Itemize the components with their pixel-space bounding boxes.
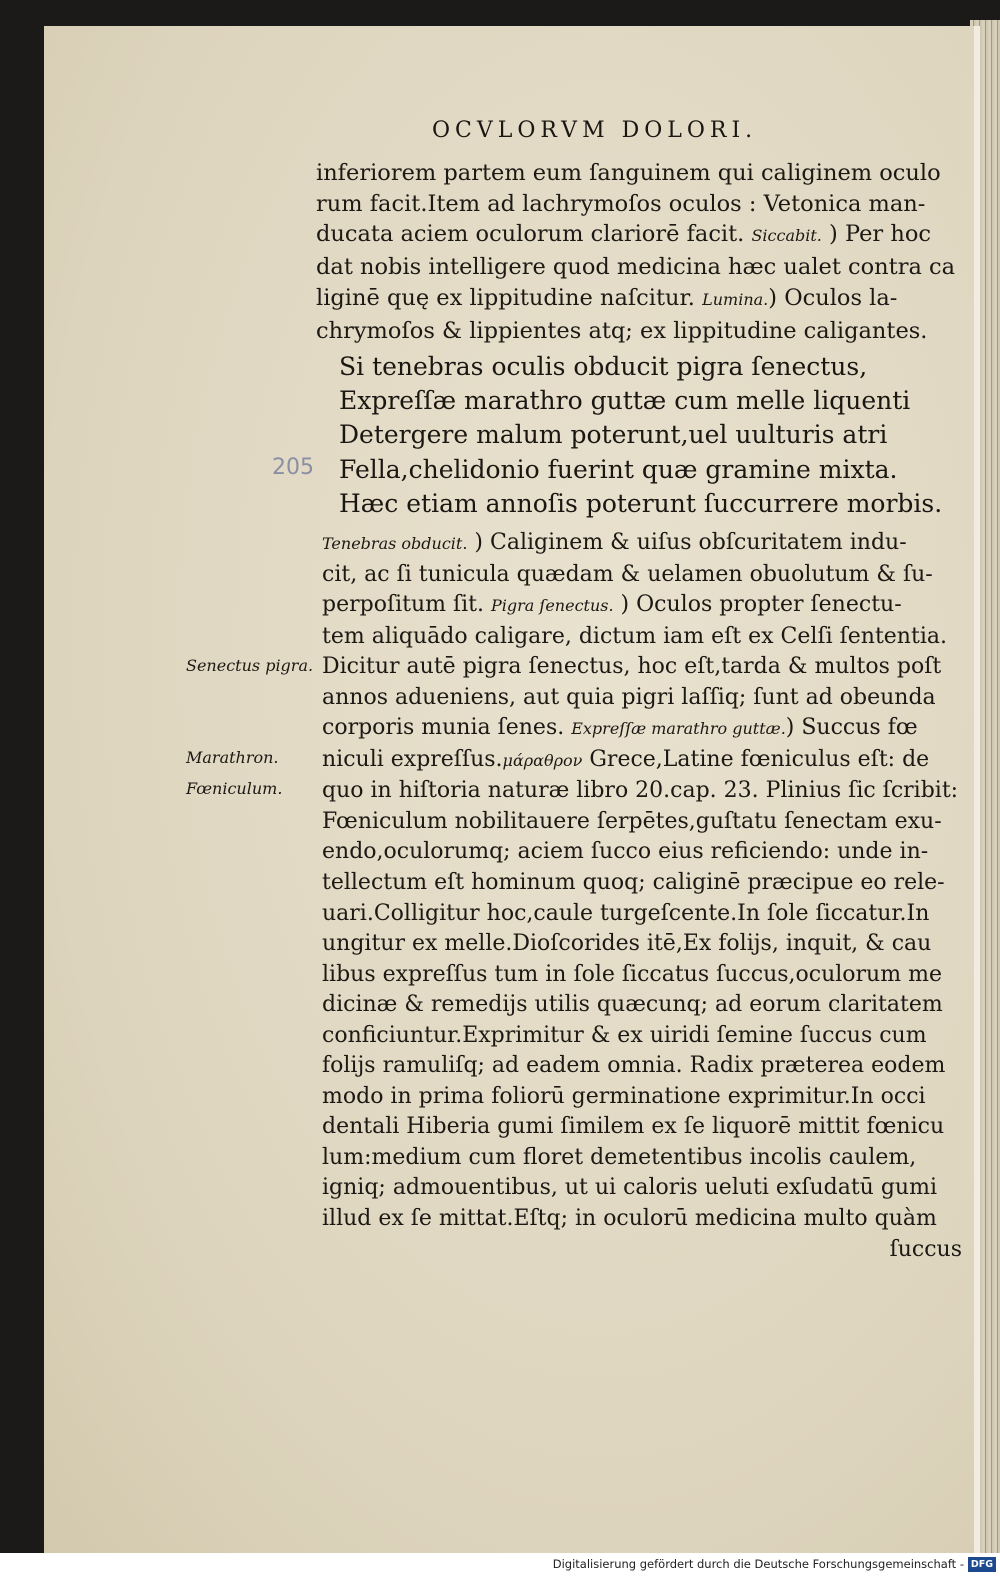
marginal-note-foeniculum: Fœniculum. <box>186 779 283 798</box>
line-text: ) Succus fœ <box>785 715 918 741</box>
lemma: Siccabit. <box>751 226 822 246</box>
line-text: cit, ac ſi tunicula quædam & uelamen obuolutum & ſu- <box>322 561 933 587</box>
greek-word: μάραθρον <box>502 750 583 770</box>
lemma: Pigra ſenectus. <box>491 596 614 616</box>
text-line <box>322 1021 962 1052</box>
line-text: quo in hiſtoria naturæ libro 20.cap. 23. Plinius ſic ſcribit: <box>322 778 959 804</box>
line-text: ducata aciem oculorum clariorē facit. <box>316 221 752 248</box>
line-text: corporis munia ſenes. <box>322 715 572 741</box>
text-line <box>316 283 960 316</box>
line-text: annos adueniens, aut quia pigri laſſiq; ſunt ad obeunda <box>322 684 936 710</box>
line-text: chrymoſos & lippientes atq; ex lippitudine caligantes. <box>316 317 928 344</box>
text-line <box>322 929 962 960</box>
text-line <box>322 899 962 930</box>
text-line <box>322 868 962 899</box>
text-line <box>322 776 962 807</box>
line-text: lum:medium cum floret demetentibus incolis caulem, <box>322 1144 917 1170</box>
line-text: tem aliquādo caligare, dictum iam eſt ex Celſi ſententia. <box>322 623 947 649</box>
line-text: Dicitur autē pigra ſenectus, hoc eſt,tarda & multos poſt <box>322 654 942 680</box>
line-text: endo,oculorumq; aciem ſucco eius reficiendo: unde in- <box>322 839 929 865</box>
line-text: libus expreſſus tum in ſole ſiccatus ſuccus,oculorum me <box>322 961 942 987</box>
marginal-note-marathron: Marathron. <box>186 748 279 767</box>
prose-block-top <box>316 158 960 346</box>
line-text: perpoſitum ſit. <box>322 592 491 618</box>
line-text: illud ex ſe mittat.Eſtq; in oculorū medicina multo quàm <box>322 1206 937 1232</box>
line-text: rum facit.Item ad lachrymoſos oculos : Vetonica man- <box>316 190 926 217</box>
line-text: ) Per hoc <box>821 221 931 248</box>
text-line <box>316 219 960 252</box>
catchword: ſuccus <box>889 1236 962 1262</box>
marginal-note-senectus: Senectus pigra. <box>186 656 314 675</box>
line-text: igniq; admouentibus, ut ui caloris ueluti exſudatū gumi <box>322 1175 937 1201</box>
line-text: dat nobis intelligere quod medicina hæc ualet contra ca <box>316 254 956 281</box>
footer-bar <box>0 1553 1000 1577</box>
line-text: Grece,Latine fœniculus eſt: de <box>582 746 930 772</box>
text-line <box>316 158 960 189</box>
footer-credit: Digitalisierung gefördert durch die Deutsche Forschungsgemeinschaft - <box>552 1557 964 1571</box>
line-text: modo in prima foliorū germinatione exprimitur.In occi <box>322 1083 926 1109</box>
text-line <box>316 252 960 283</box>
text-line <box>322 990 962 1021</box>
commentary-block <box>322 528 962 1265</box>
verse-line: Detergere malum poterunt,uel uulturis atri <box>339 420 888 450</box>
text-line <box>322 1082 962 1113</box>
text-line <box>316 316 960 347</box>
line-text: ungitur ex melle.Dioſcorides itē,Ex folijs, inquit, & cau <box>322 931 932 957</box>
text-line <box>322 807 962 838</box>
text-line <box>322 960 962 991</box>
text-line <box>322 1173 962 1204</box>
text-line <box>322 683 962 714</box>
text-line <box>322 1204 962 1235</box>
line-text: Fœniculum nobilitauere ſerpētes,guſtatu ſenectam exu- <box>322 808 942 834</box>
line-text: conficiuntur.Exprimitur & ex uiridi ſemine ſuccus cum <box>322 1022 927 1048</box>
text-line <box>322 1143 962 1174</box>
text-line <box>322 745 962 777</box>
lemma: Expreſſæ marathro guttæ. <box>571 719 786 739</box>
verse-line: Expreſſæ marathro guttæ cum melle liquenti <box>339 386 911 416</box>
line-text: tellectum eſt hominum quoq; caliginē præcipue eo rele- <box>322 870 945 896</box>
line-text: ) Oculos propter ſenectu- <box>613 592 902 618</box>
line-text: niculi expreſſus. <box>322 746 503 772</box>
line-text: dentali Hiberia gumi ſimilem ex ſe liquorē mittit fœnicu <box>322 1114 945 1140</box>
text-line <box>322 528 962 560</box>
verse-number: 205 <box>272 455 314 480</box>
text-line <box>322 837 962 868</box>
text-line <box>322 652 962 683</box>
line-text: folijs ramuliſq; ad eadem omnia. Radix præterea eodem <box>322 1053 946 1079</box>
verse-block <box>339 350 943 521</box>
lemma: Lumina. <box>702 289 769 309</box>
text-line <box>322 713 962 745</box>
line-text: dicinæ & remedijs utilis quæcunq; ad eorum claritatem <box>322 992 943 1018</box>
line-text: uari.Colligitur hoc,caule turgeſcente.In ſole ſiccatur.In <box>322 900 930 926</box>
text-line <box>316 189 960 220</box>
verse-line: Hæc etiam annoſis poterunt ſuccurrere morbis. <box>339 488 943 518</box>
text-line <box>322 590 962 622</box>
dfg-logo-icon: DFG <box>968 1557 996 1572</box>
line-text: ) Oculos la- <box>768 284 898 311</box>
running-head: OCVLORVM DOLORI. <box>432 118 758 143</box>
verse-line: Fella,chelidonio fuerint quæ gramine mixta. <box>339 454 898 484</box>
line-text: inferiorem partem eum ſanguinem qui caliginem oculo <box>316 160 941 186</box>
verse-line: Si tenebras oculis obducit pigra ſenectus, <box>339 352 868 381</box>
text-line <box>322 560 962 591</box>
text-line <box>322 1112 962 1143</box>
line-text: liginē quę ex lippitudine naſcitur. <box>316 284 703 311</box>
text-line <box>322 1051 962 1082</box>
text-line <box>322 622 962 653</box>
lemma: Tenebras obducit. <box>322 534 468 553</box>
line-text: ) Caliginem & uiſus obſcuritatem indu- <box>467 530 907 555</box>
